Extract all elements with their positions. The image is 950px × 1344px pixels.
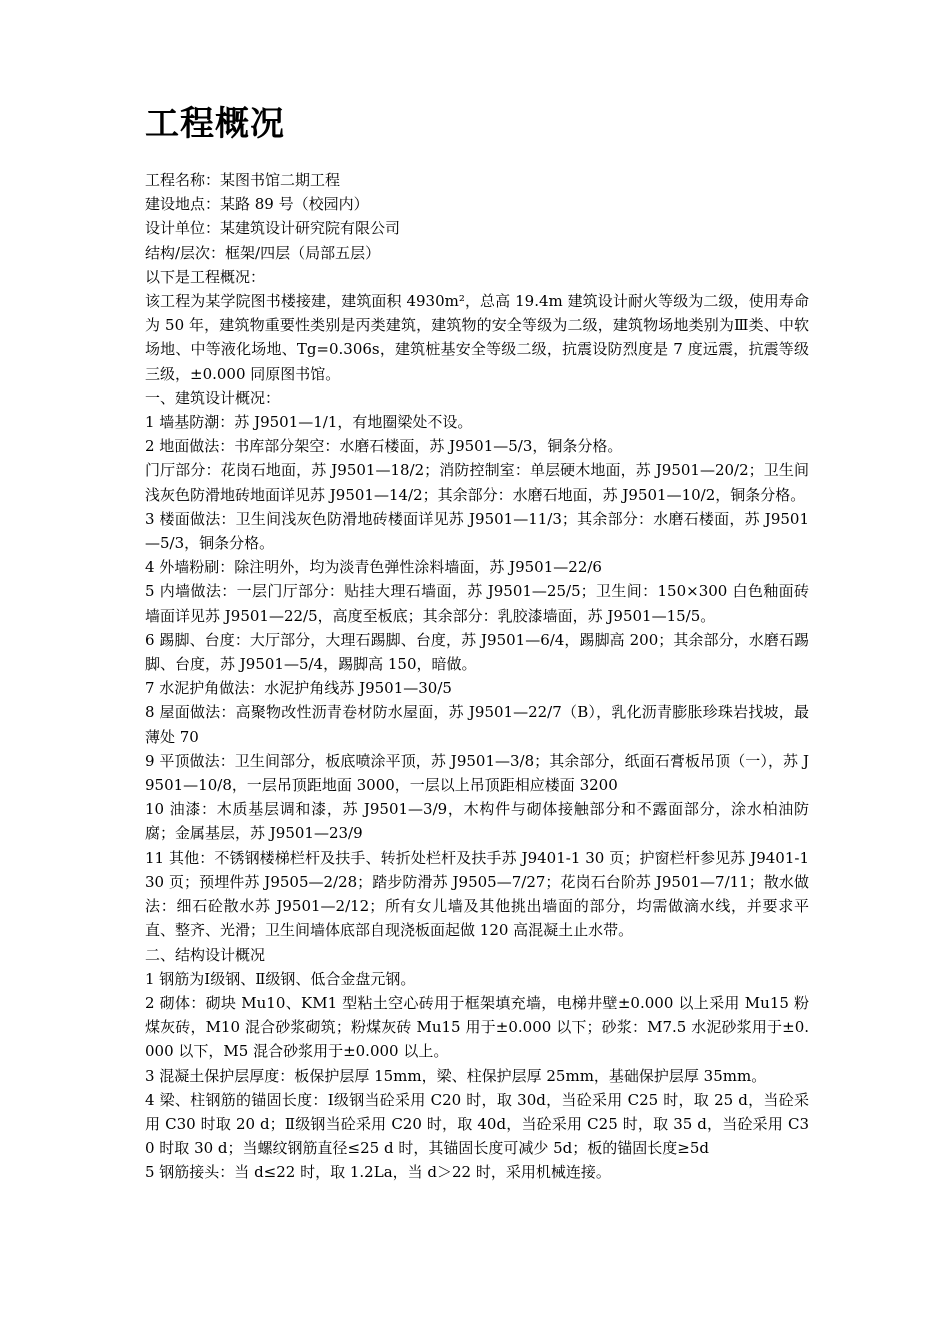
overview-paragraph: 该工程为某学院图书楼接建，建筑面积 4930m²，总高 19.4m 建筑设计耐火等级为二级，使用寿命为 50 年，建筑物重要性类别是丙类建筑，建筑物的安全等级为二级，建筑物场地类别为Ⅲ类、中软场地、中等液化场地、Tg=0.306s，建筑桩基安全等级二级，抗震设防烈度是 7 度远震，抗震等级三级，±0.000 同原图书馆。	[145, 292, 809, 383]
item-exterior-wall: 4 外墙粉刷：除注明外，均为淡青色弹性涂料墙面，苏 J9501—22/6	[145, 558, 602, 577]
item-corner-guard: 7 水泥护角做法：水泥护角线苏 J9501—30/5	[145, 679, 452, 698]
item-concrete-cover: 3 混凝土保护层厚度：板保护层厚 15mm，梁、柱保护层厚 25mm，基础保护层厚 35mm。	[145, 1066, 767, 1085]
item-rebar: 1 钢筋为Ⅰ级钢、Ⅱ级钢、低合金盘元钢。	[145, 969, 416, 988]
section-heading-architecture: 一、建筑设计概况：	[145, 388, 281, 407]
location-line: 建设地点：某路 89 号（校园内）	[145, 195, 369, 214]
item-masonry: 2 砌体：砌块 Mu10、KM1 型粘土空心砖用于框架填充墙，电梯井壁±0.000 以上采用 Mu15 粉煤灰砖，M10 混合砂浆砌筑；粉煤灰砖 Mu15 用于±0.000 以下；砂浆：M7.5 水泥砂浆用于±0.000 以下，M5 混合砂浆用于±0.000 以上。	[145, 993, 809, 1061]
design-unit-line: 设计单位：某建筑设计研究院有限公司	[145, 219, 401, 238]
item-ground-detail: 门厅部分：花岗石地面，苏 J9501—18/2；消防控制室：单层硬木地面，苏 J9501—20/2；卫生间浅灰色防滑地砖地面详见苏 J9501—14/2；其余部分：水磨石地面，苏 J9501—10/2，铜条分格。	[145, 461, 809, 504]
project-name-line: 工程名称：某图书馆二期工程	[145, 171, 341, 189]
item-roof: 8 屋面做法：高聚物改性沥青卷材防水屋面，苏 J9501—22/7（B），乳化沥青膨胀珍珠岩找坡，最薄处 70	[145, 703, 809, 746]
page-title: 工程概况	[145, 104, 285, 144]
document-page	[145, 100, 809, 1185]
item-rebar-joint: 5 钢筋接头：当 d≤22 时，取 1.2La，当 d＞22 时，采用机械连接。	[145, 1163, 611, 1182]
section-heading-structure: 二、结构设计概况	[145, 945, 266, 964]
item-anchorage: 4 梁、柱钢筋的锚固长度：Ⅰ级钢当砼采用 C20 时，取 30d，当砼采用 C25 时，取 25 d，当砼采用 C30 时取 20 d；Ⅱ级钢当砼采用 C20 时，取 40d，当砼采用 C25 时，取 35 d，当砼采用 C30 时取 30 d；当螺纹钢筋直径≤25 d 时，其锚固长度可减少 5d；板的锚固长度≥5d	[145, 1090, 809, 1158]
item-ceiling: 9 平顶做法：卫生间部分，板底喷涂平顶，苏 J9501—3/8；其余部分，纸面石膏板吊顶（一），苏 J9501—10/8，一层吊顶距地面 3000，一层以上吊顶距相应楼面 3200	[145, 751, 809, 795]
item-paint: 10 油漆：木质基层调和漆，苏 J9501—3/9，木构件与砌体接触部分和不露面部分，涂水柏油防腐；金属基层，苏 J9501—23/9	[145, 800, 809, 843]
document-body	[145, 168, 809, 1185]
structure-line: 结构/层次：框架/四层（局部五层）	[145, 243, 381, 262]
intro-line: 以下是工程概况：	[145, 267, 266, 286]
item-skirting: 6 踢脚、台度：大厅部分，大理石踢脚、台度，苏 J9501—6/4，踢脚高 200；其余部分，水磨石踢脚、台度，苏 J9501—5/4，踢脚高 150，暗做。	[145, 630, 809, 674]
item-other: 11 其他：不锈钢楼梯栏杆及扶手、转折处栏杆及扶手苏 J9401-1 30 页；护窗栏杆参见苏 J9401-1 30 页；预埋件苏 J9505—2/28；踏步防滑苏 J9505—7/27；花岗石台阶苏 J9501—7/11；散水做法：细石砼散水苏 J9501—2/12；所有女儿墙及其他挑出墙面的部分，均需做滴水线，并要求平直、整齐、光滑；卫生间墙体底部自现浇板面起做 120 高混凝土止水带。	[145, 848, 809, 940]
item-interior-wall: 5 内墙做法：一层门厅部分：贴挂大理石墙面，苏 J9501—25/5；卫生间：150×300 白色釉面砖墙面详见苏 J9501—22/5，高度至板底；其余部分：乳胶漆墙面，苏 J9501—15/5。	[145, 582, 809, 625]
item-floor: 3 楼面做法：卫生间浅灰色防滑地砖楼面详见苏 J9501—11/3；其余部分：水磨石楼面，苏 J9501—5/3，铜条分格。	[145, 509, 809, 553]
item-ground: 2 地面做法：书库部分架空：水磨石楼面，苏 J9501—5/3，铜条分格。	[145, 437, 623, 456]
item-wall-base: 1 墙基防潮：苏 J9501—1/1，有地圈梁处不设。	[145, 413, 473, 432]
